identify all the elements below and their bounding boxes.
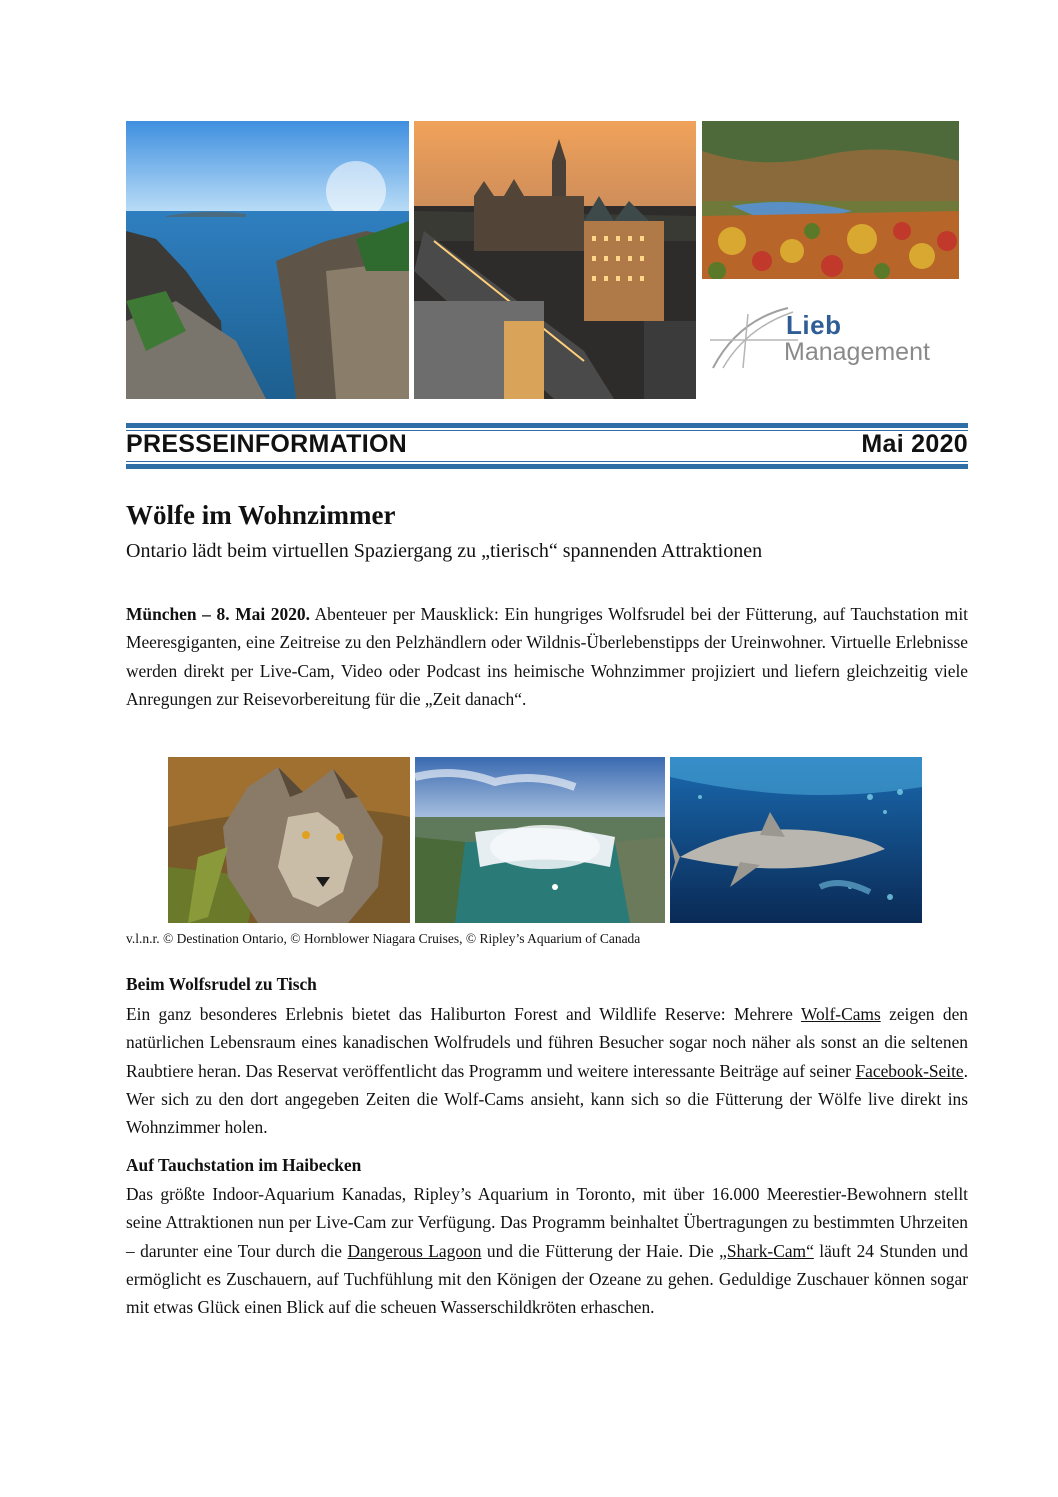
dateline: München – 8. Mai 2020.: [126, 604, 310, 624]
section2-heading: Auf Tauchstation im Haibecken: [126, 1155, 362, 1175]
section2-text-1: Das größte Indoor-Aquarium Kanadas, Ripley’s Aquarium in Toronto, mit über 16.000 Meerestier-Bewohnern stellt seine Attraktionen nun per Live-Cam zur Verfügung. Das Programm beinhaltet Übertragungen zu bestimmten Uhrzeiten – darunter eine Tour durch die: [126, 1184, 968, 1261]
issue-date: Mai 2020: [861, 430, 968, 458]
photo-caption: v.l.n.r. © Destination Ontario, © Hornblower Niagara Cruises, © Ripley’s Aquarium of Canada: [126, 931, 641, 946]
header-rule-top: [126, 423, 968, 428]
article-subtitle: Ontario lädt beim virtuellen Spaziergang zu „tierisch“ spannenden Attraktionen: [126, 540, 763, 562]
header-rule-bottom: [126, 464, 968, 469]
header-rule-bottom-thin: [126, 461, 968, 462]
section1-paragraph: [126, 1000, 968, 1141]
section1-heading: Beim Wolfsrudel zu Tisch: [126, 974, 317, 994]
wolf-photo: [168, 757, 410, 923]
section1-text-3: . Wer sich zu den dort angegeben Zeiten die Wolf-Cams ansieht, kann sich so die Fütterung der Wölfe live direkt ins Wohnzimmer holen.: [126, 1060, 968, 1138]
section1-text-2: zeigen den natürlichen Lebensraum eines kanadischen Wolfrudels und führen Besucher sogar noch näher als sonst an die seltenen Raubtiere heran. Das Reservat veröffentlicht das Programm und weitere interessante Beiträge auf seiner: [126, 1004, 968, 1081]
niagara-falls-photo: [415, 757, 665, 923]
autumn-forest-photo: [702, 121, 959, 279]
section2-text-3: läuft 24 Stunden und ermöglicht es Zuschauern, auf Tuchfühlung mit den Königen der Ozeane zu gehen. Geduldige Zuschauer können sogar mit etwas Glück einen Blick auf die scheuen Wasserschildkröten erhaschen.: [126, 1240, 968, 1318]
logo-sub-text: Management: [784, 338, 930, 366]
shark-cam-link[interactable]: „Shark-Cam“: [719, 1240, 814, 1261]
section2-text-2: und die Fütterung der Haie. Die: [481, 1240, 720, 1261]
section2-paragraph: [126, 1180, 968, 1321]
intro-paragraph: [126, 600, 968, 713]
press-info-label: PRESSEINFORMATION: [126, 430, 408, 458]
logo-brand-text: Lieb: [786, 310, 842, 340]
section1-text-1: Ein ganz besonderes Erlebnis bietet das Haliburton Forest and Wildlife Reserve: Mehrere: [126, 1004, 801, 1024]
wolf-cams-link[interactable]: Wolf-Cams: [800, 1004, 881, 1024]
ottawa-city-photo: [414, 121, 696, 399]
facebook-page-link[interactable]: Facebook-Seite: [855, 1060, 964, 1081]
lieb-management-logo: [708, 300, 960, 374]
intro-text: Abenteuer per Mausklick: Ein hungriges Wolfsrudel bei der Fütterung, auf Tauchstation mit Meeresgiganten, eine Zeitreise zu den Pelzhändlern oder Wildnis-Überlebenstipps der Ureinwohner. Virtuelle Erlebnisse werden direkt per Live-Cam, Video oder Podcast ins heimische Wohnzimmer projiziert und liefern gleichzeitig viele Anregungen zur Reisevorbereitung für die „Zeit danach“.: [126, 604, 968, 709]
article-title: Wölfe im Wohnzimmer: [126, 500, 396, 530]
cliff-lake-photo: [126, 121, 409, 399]
dangerous-lagoon-link[interactable]: Dangerous Lagoon: [347, 1240, 482, 1261]
shark-aquarium-photo: [670, 757, 922, 923]
